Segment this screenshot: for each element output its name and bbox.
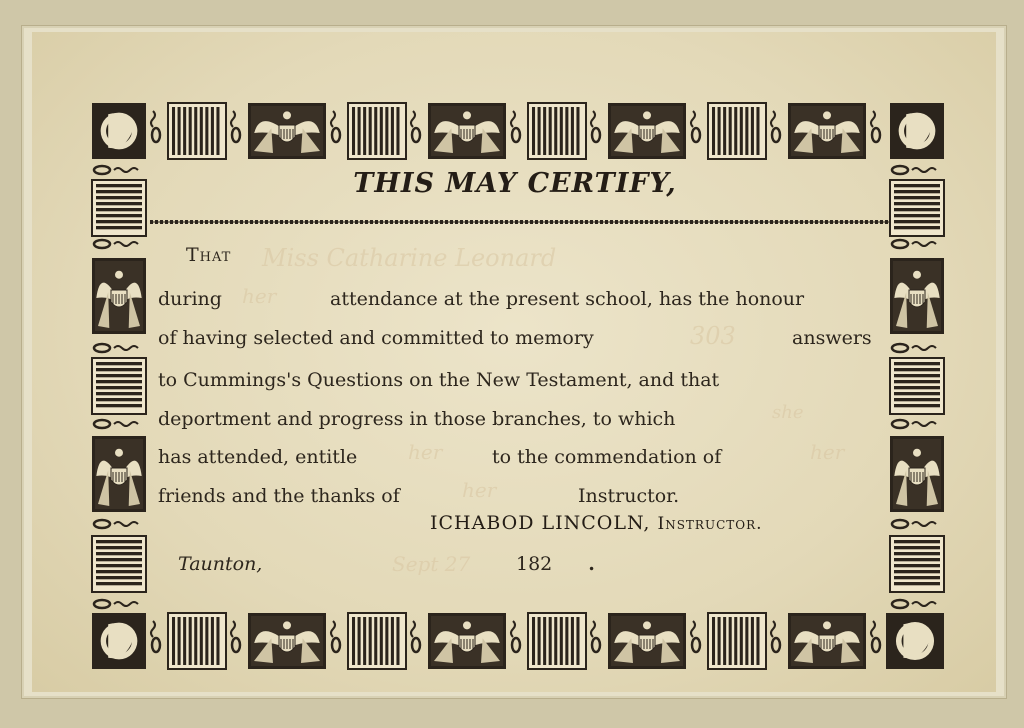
handwritten-pronoun: her bbox=[242, 284, 277, 308]
year-period: . bbox=[588, 553, 595, 575]
certificate-paper bbox=[32, 32, 996, 692]
certificate-title: THIS MAY CERTIFY, bbox=[353, 168, 677, 199]
year bbox=[516, 553, 595, 575]
text-during: during bbox=[158, 288, 222, 310]
title-rule bbox=[150, 218, 890, 226]
signature-title: Instructor. bbox=[657, 514, 763, 534]
text-answers: answers bbox=[792, 327, 872, 349]
handwritten-pronoun: her bbox=[810, 440, 845, 464]
text-memory: of having selected and committed to memory bbox=[158, 327, 594, 349]
handwritten-pronoun: she bbox=[772, 402, 804, 423]
text-attended: has attended, entitle bbox=[158, 446, 358, 468]
handwritten-date: Sept 27 bbox=[392, 552, 471, 576]
text-that: That bbox=[186, 244, 232, 266]
handwritten-count: 303 bbox=[690, 322, 736, 350]
text-instructor: Instructor. bbox=[578, 485, 680, 507]
text-attendance: attendance at the present school, has the honour bbox=[330, 288, 805, 310]
signature bbox=[430, 512, 763, 534]
handwritten-pronoun: her bbox=[462, 478, 497, 502]
text-friends: friends and the thanks of bbox=[158, 485, 400, 507]
place: Taunton, bbox=[178, 553, 263, 575]
signature-name: ICHABOD LINCOLN, bbox=[430, 512, 651, 534]
text-deportment: deportment and progress in those branches, to which bbox=[158, 408, 676, 430]
handwritten-name: Miss Catharine Leonard bbox=[262, 244, 557, 272]
handwritten-pronoun: her bbox=[408, 440, 443, 464]
text-questions: to Cummings's Questions on the New Testament, and that bbox=[158, 369, 720, 391]
text-commendation: to the commendation of bbox=[492, 446, 722, 468]
year-number: 182 bbox=[516, 553, 553, 575]
